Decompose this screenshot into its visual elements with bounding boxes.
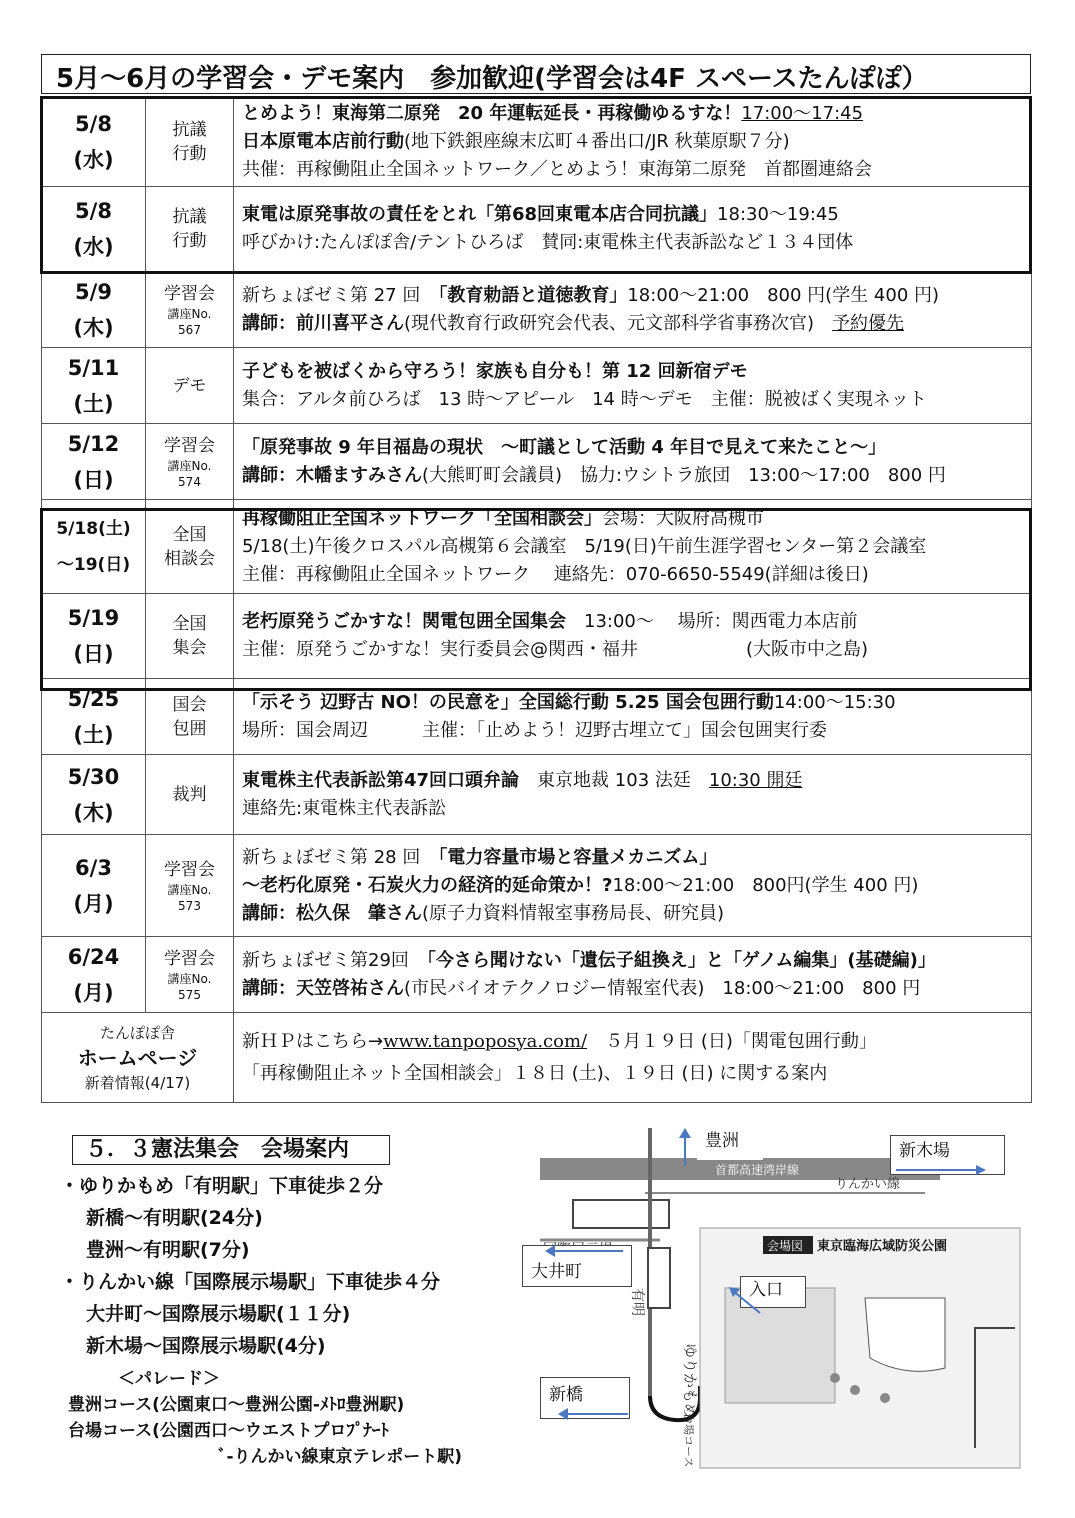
desc-u: 予約優先	[832, 312, 905, 334]
shinbashi-arrow	[558, 1408, 630, 1420]
desc-u: 17:00～17:45	[741, 102, 864, 124]
date-text: 5/11	[67, 355, 120, 380]
desc-bold2: 「教育勅語と道徳教育」	[438, 284, 628, 306]
event-type	[146, 835, 234, 937]
homepage-desc	[234, 1013, 1032, 1103]
date-text: 5/18(土)	[56, 518, 131, 539]
event-row	[42, 348, 1032, 424]
desc-u: 10:30 開廷	[708, 769, 803, 791]
desc-line	[242, 282, 1031, 310]
desc-line	[242, 795, 1031, 823]
access-line: ・りんかい線「国際展示場駅」下車徒歩４分	[60, 1271, 441, 1293]
desc-normal: 場所：国会周辺 主催：「止めよう！辺野古埋立て」国会包囲実行委	[242, 719, 827, 741]
event-desc	[234, 937, 1032, 1013]
desc-bold: 講師：前川喜平さん	[242, 312, 404, 334]
desc-normal: 13:00～ 場所：関西電力本店前	[566, 611, 858, 632]
day-text: (土)	[73, 722, 114, 747]
date-text: 5/9	[75, 279, 112, 304]
type-text: 学習会	[164, 859, 215, 880]
desc-normal: 18:30～19:45	[717, 204, 839, 225]
desc-line	[242, 386, 1031, 414]
lecture-no: 573	[178, 898, 201, 913]
desc-line	[242, 310, 1031, 338]
parade-line: 豊洲コース(公園東口～豊洲公園-ﾒﾄﾛ豊洲駅)	[68, 1395, 405, 1415]
day-text: (日)	[73, 642, 114, 666]
event-desc	[234, 424, 1032, 500]
day-text: ～19(日)	[56, 554, 131, 575]
event-desc	[234, 272, 1032, 348]
event-desc	[234, 500, 1032, 594]
parade-title: ＜パレード＞	[118, 1369, 220, 1389]
event-type	[146, 424, 234, 500]
desc-bold2: 「今さら聞けない「遺伝子組換え」と「ゲノム編集」(基礎編)」	[426, 949, 936, 971]
desc-bold: 「原発事故 9 年目福島の現状 ～町議として活動 4 年目で見えて来たこと～」	[242, 436, 887, 458]
event-desc	[234, 187, 1032, 272]
day-text: (月)	[73, 891, 114, 916]
desc-line	[242, 975, 1031, 1003]
desc-line	[242, 229, 1031, 257]
type-text: 裁判	[172, 784, 207, 805]
homepage-label-3: 新着情報(4/17)	[84, 1073, 191, 1092]
oimachi-text: 大井町	[531, 1262, 582, 1282]
event-date	[42, 272, 146, 348]
desc-normal: 集合：アルタ前ひろば 13 時～アピール 14 時～デモ 主催：脱被ばく実現ネット	[242, 388, 927, 410]
yurikamome-label: ゆりかもめ	[681, 1343, 699, 1419]
event-row	[42, 594, 1032, 679]
desc-line	[242, 900, 1031, 928]
event-row	[42, 755, 1032, 835]
desc-bold: 講師：木幡ますみさん	[242, 464, 422, 486]
homepage-suffix: ５月１９日 (日)「関電包囲行動」	[587, 1030, 877, 1052]
desc-normal: 主催：再稼働阻止全国ネットワーク 連絡先：070-6650-5549(詳細は後日)	[242, 563, 869, 585]
desc-bold: 講師：松久保 肇さん	[242, 902, 422, 924]
plaza	[865, 1298, 945, 1371]
schedule-table	[41, 96, 1032, 1103]
access-line: 新木場～国際展示場駅(4分)	[86, 1335, 326, 1357]
access-line: 豊洲～有明駅(7分)	[86, 1239, 250, 1261]
event-row	[42, 937, 1032, 1013]
event-date	[42, 835, 146, 937]
parade-line: 台場コース(公園西口～ウエストプロﾌﾟﾅｰﾄ	[68, 1421, 389, 1441]
event-row	[42, 97, 1032, 187]
desc-bold: 老朽原発うごかすな！関電包囲全国集会	[242, 611, 566, 632]
type-text: 行動	[172, 231, 207, 251]
lecture-no: 講座No.	[167, 971, 212, 986]
date-text: 5/30	[67, 764, 120, 789]
event-date	[42, 348, 146, 424]
date-text: 6/3	[75, 855, 112, 880]
venue-tag: 会場図	[767, 1239, 804, 1253]
desc-line	[242, 608, 1031, 636]
desc-bold: ～老朽化原発・石炭火力の経済的延命策か！?	[242, 874, 613, 896]
event-desc	[234, 97, 1032, 187]
lecture-no: 講座No.	[167, 882, 212, 897]
expressway-label: 首都高速湾岸線	[715, 1163, 800, 1177]
venue-map	[505, 1128, 1045, 1508]
access-list	[60, 1170, 440, 1362]
entrance-text: 入口	[749, 1280, 783, 1300]
event-row	[42, 500, 1032, 594]
venue-name: 東京臨海広域防災公園	[817, 1239, 948, 1254]
homepage-link[interactable]: www.tanpoposya.com/	[383, 1030, 588, 1052]
type-text: 学習会	[164, 435, 215, 456]
event-row	[42, 187, 1032, 272]
day-text: (水)	[73, 235, 114, 259]
event-date	[42, 755, 146, 835]
homepage-line2: 「再稼働阻止ネット全国相談会」１８日 (土)、１９日 (日) に関する案内	[242, 1062, 828, 1084]
homepage-row	[42, 1013, 1032, 1103]
ariake-station	[648, 1248, 670, 1308]
rinkai-station	[573, 1200, 669, 1228]
desc-normal: 共催：再稼働阻止全国ネットワーク／とめよう！東海第二原発 首都圏連絡会	[242, 158, 872, 180]
desc-bold: 東電株主代表訴訟第47回口頭弁論	[242, 769, 520, 791]
page-title: 5月～6月の学習会・デモ案内 参加歓迎(学習会は4F スペースたんぽぽ）	[56, 64, 928, 94]
type-text: 抗議	[172, 119, 207, 140]
event-type	[146, 272, 234, 348]
event-type	[146, 97, 234, 187]
lecture-no: 575	[178, 987, 201, 1002]
event-date	[42, 97, 146, 187]
desc-line	[242, 636, 1031, 664]
homepage-label	[42, 1013, 234, 1103]
venue-title: ５．３憲法集会 会場案内	[72, 1135, 390, 1165]
event-row	[42, 424, 1032, 500]
shinbashi-text: 新橋	[549, 1385, 583, 1405]
event-date	[42, 187, 146, 272]
desc-normal: 呼びかけ:たんぽぽ舎/テントひろば 賛同:東電株主代表訴訟など１３４団体	[242, 232, 854, 253]
access-line: ・ゆりかもめ「有明駅」下車徒歩２分	[60, 1175, 384, 1197]
desc-bold: とめよう！東海第二原発 20 年運転延長・再稼働ゆるすな！	[242, 102, 742, 124]
desc-line	[242, 561, 1031, 589]
event-date	[42, 500, 146, 594]
homepage-prefix: 新ＨＰはこちら→	[242, 1030, 384, 1052]
desc-bold: 「示そう 辺野古 NO！の民意を」全国総行動 5.25 国会包囲行動	[242, 691, 774, 713]
event-type	[146, 755, 234, 835]
type-text: 国会	[172, 694, 207, 715]
rinkai-label: りんかい線	[835, 1177, 901, 1192]
desc-bold: 東電は原発事故の責任をとれ「第68回東電本店合同抗議」	[242, 204, 718, 225]
event-date	[42, 679, 146, 755]
lecture-no: 講座No.	[167, 306, 212, 321]
event-type	[146, 348, 234, 424]
desc-bold: 日本原電本店前行動	[242, 130, 404, 152]
date-text: 5/25	[67, 686, 120, 711]
desc-line	[242, 201, 1031, 229]
desc-bold: 再稼働阻止全国ネットワーク「全国相談会」	[242, 507, 602, 529]
title-box	[41, 54, 1031, 94]
desc-bold: 子どもを被ばくから守ろう！家族も自分も！第 12 回新宿デモ	[242, 360, 748, 382]
date-text: 6/24	[67, 944, 120, 969]
shinkiba-text: 新木場	[899, 1141, 950, 1161]
day-text: (木)	[73, 800, 114, 825]
event-desc	[234, 835, 1032, 937]
desc-line	[242, 947, 1031, 975]
desc-line	[242, 533, 1031, 561]
desc-line	[242, 156, 1031, 184]
desc-line	[242, 434, 1031, 462]
type-text: 抗議	[172, 207, 207, 227]
date-text: 5/19	[67, 606, 120, 630]
desc-normal: 18:00～21:00 800円(学生 400 円)	[612, 874, 919, 896]
type-text: 全国	[172, 614, 207, 634]
homepage-label-2: ホームページ	[77, 1045, 198, 1070]
desc-normal: 連絡先:東電株主代表訴訟	[242, 797, 447, 819]
toyosu-label: 豊洲	[697, 1128, 763, 1160]
desc-normal: (地下鉄銀座線末広町４番出口/JR 秋葉原駅７分)	[404, 130, 790, 152]
day-text: (日)	[73, 467, 114, 492]
event-desc	[234, 679, 1032, 755]
event-row	[42, 272, 1032, 348]
type-text: 集会	[172, 638, 207, 658]
lecture-no: 講座No.	[167, 458, 212, 473]
day-text: (月)	[73, 980, 114, 1005]
oimachi-arrow	[545, 1245, 625, 1257]
access-line: 大井町～国際展示場駅(１１分)	[86, 1303, 351, 1325]
date-text: 5/8	[75, 199, 112, 223]
event-type	[146, 937, 234, 1013]
parade-info	[68, 1366, 462, 1470]
desc-line	[242, 767, 1031, 795]
event-date	[42, 594, 146, 679]
event-date	[42, 424, 146, 500]
ariake-label: 有明	[629, 1288, 645, 1316]
type-text: 包囲	[172, 718, 207, 739]
type-text: 全国	[172, 524, 207, 545]
desc-line	[242, 358, 1031, 386]
desc-normal: 5/18(土)午後クロスパル高槻第６会議室 5/19(日)午前生涯学習センター第２会議室	[242, 535, 927, 557]
desc-line	[242, 717, 1031, 745]
event-desc	[234, 755, 1032, 835]
desc-bold2: 「電力容量市場と容量メカニズム」	[438, 846, 718, 868]
lecture-no: 567	[178, 322, 201, 337]
desc-normal: (大熊町町会議員) 協力:ウシトラ旅団 13:00～17:00 800 円	[422, 464, 946, 486]
type-text: 相談会	[164, 548, 215, 569]
desc-normal: 新ちょぼゼミ第 28 回	[242, 846, 439, 868]
day-text: (木)	[73, 315, 114, 340]
desc-normal: 東京地裁 103 法廷	[519, 769, 709, 791]
desc-normal: 会場：大阪府高槻市	[602, 507, 764, 529]
desc-normal: (現代教育行政研究会代表、元文部科学省事務次官)	[404, 312, 833, 334]
event-desc	[234, 348, 1032, 424]
desc-line	[242, 462, 1031, 490]
desc-line	[242, 100, 1031, 128]
desc-line	[242, 128, 1031, 156]
desc-normal: (市民バイオテクノロジー情報室代表) 18:00～21:00 800 円	[404, 977, 921, 999]
type-text: 行動	[172, 143, 207, 164]
date-text: 5/8	[75, 111, 112, 136]
homepage-label-1: たんぽぽ舎	[99, 1023, 175, 1042]
entrance-arrow	[725, 1285, 765, 1315]
desc-normal2: 18:00～21:00 800 円(学生 400 円)	[627, 284, 940, 306]
type-text: 学習会	[164, 283, 215, 304]
event-desc	[234, 594, 1032, 679]
desc-line	[242, 844, 1031, 872]
date-text: 5/12	[67, 431, 120, 456]
event-type	[146, 500, 234, 594]
type-text: デモ	[172, 375, 207, 396]
desc-bold: 講師：天笠啓祐さん	[242, 977, 404, 999]
day-text: (水)	[73, 147, 114, 172]
desc-normal: 主催：原発うごかすな！実行委員会@関西・福井 (大阪市中之島)	[242, 639, 869, 660]
event-type	[146, 594, 234, 679]
desc-line	[242, 689, 1031, 717]
event-date	[42, 937, 146, 1013]
event-type	[146, 187, 234, 272]
access-line: 新橋～有明駅(24分)	[86, 1207, 263, 1229]
odaiba-course-label: 台場コース	[682, 1413, 695, 1468]
desc-line	[242, 872, 1031, 900]
parade-line: ﾞ-りんかい線東京テレポート駅)	[218, 1447, 462, 1467]
day-text: (土)	[73, 391, 114, 416]
desc-line	[242, 505, 1031, 533]
type-text: 学習会	[164, 948, 215, 969]
event-row	[42, 679, 1032, 755]
desc-normal: 14:00～15:30	[773, 691, 896, 713]
desc-normal: (原子力資料情報室事務局長、研究員)	[422, 902, 725, 924]
event-row	[42, 835, 1032, 937]
event-type	[146, 679, 234, 755]
shinkiba-arrow	[896, 1165, 986, 1175]
desc-normal: 新ちょぼゼミ第 27 回	[242, 284, 439, 306]
lecture-no: 574	[178, 474, 201, 489]
desc-normal: 新ちょぼゼミ第29回	[242, 949, 427, 971]
